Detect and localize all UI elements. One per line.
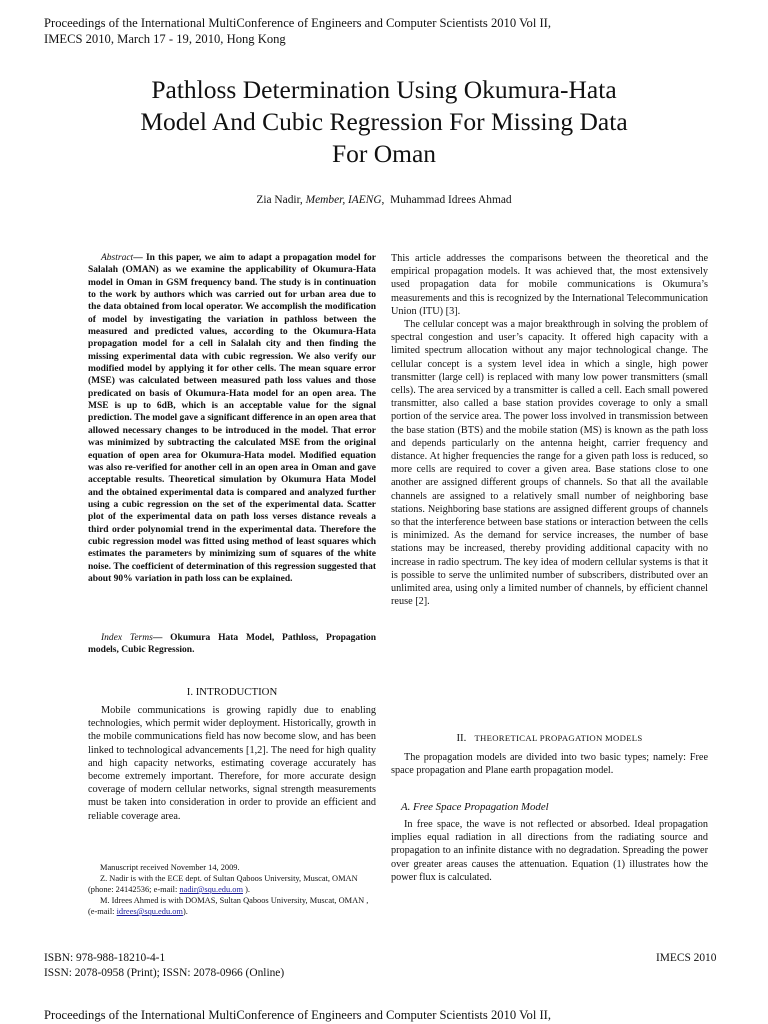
section2-number: II.: [456, 732, 467, 744]
author-separator: ,: [381, 194, 385, 206]
section2-heading: [391, 731, 708, 745]
footer-conference: IMECS 2010: [656, 952, 717, 964]
next-page-header: Proceedings of the International MultiConference of Engineers and Computer Scientists 2010 Vol II,: [44, 1008, 552, 1022]
section1-body: [88, 704, 376, 823]
index-terms-block: [88, 632, 376, 657]
section2-paragraph1: The propagation models are divided into two basic types; namely: Free space propagation and Plane earth propagation model.: [391, 752, 708, 777]
footnote-author2-end: ).: [182, 907, 188, 916]
title-line2: Model And Cubic Regression For Missing Data: [140, 107, 628, 136]
footer-identifiers: [44, 951, 284, 980]
section2-heading-wrap: [391, 731, 708, 745]
title-line1: Pathloss Determination Using Okumura-Hata: [151, 75, 617, 104]
subsection-a-paragraph1: In free space, the wave is not reflected or absorbed. Ideal propagation implies equal radiation in all directions from the radiating source and propagation to an infinite distance with no degradation. Spreading the power over greater areas causes the attenuation. Equation (1) illustrates how the power flux is calculated.: [391, 819, 708, 883]
footnote-author1-email[interactable]: nadir@squ.edu.om: [179, 885, 243, 894]
footnotes: [88, 862, 378, 917]
abstract-lead: Abstract: [101, 253, 134, 263]
footnote-author2-text: M. Idrees Ahmed is with DOMAS, Sultan Qaboos University, Muscat, OMAN , (e-mail:: [88, 896, 369, 916]
author-line: [64, 193, 704, 207]
footnote-author2: [88, 895, 378, 917]
section1-heading-wrap: [88, 685, 376, 699]
author1-role: Member, IAENG: [305, 194, 382, 206]
footnote-author2-email[interactable]: idrees@squ.edu.om: [116, 907, 183, 916]
abstract-paragraph: [88, 252, 376, 585]
subsection-a-body: [391, 818, 708, 884]
title-line3: For Oman: [331, 139, 437, 168]
abstract-text: — In this paper, we aim to adapt a propagation model for Salalah (OMAN) as we examine the applicability of Okumura-Hata model in Oman in GSM frequency band. The study is in continuation to the work by authors which was carried out for urban area due to the data obtained from local operator. We accomplish the modification of model by investigating the variation in pathloss between the measured and predicted values, according to the Okumura-Hata propagation model for a cell in Salalah city and then finding the missing experimental data with cubic regression. We also verify our modified model by applying it for other cells. The mean square error (MSE) was calculated between measured path loss values and those predicated on basis of Okumura-Hata model for an open area. The MSE is up to 6dB, which is an acceptable value for the signal prediction. The model gave a significant difference in an open area that allowed necessary changes to be introduced in the model. That error was minimized by subtracting the calculated MSE from the original equation of open area for Okumura-Hata model. Modified equation was also re-verified for another cell in an open area in Oman and gave acceptable results. Theoretical simulation by Okumura Hata Model and the obtained experimental data is compared and analyzed further using a cubic regression on the set of the experimental data. Scatter plot of the experimental data on path loss verses distance reveals a third order polynomial trend in the experimental data. Therefore the cubic regression model was fitted using method of least squares which estimates the parameters by minimizing sum of squares of the white noise. The coefficient of determination of this regression suggested that about 90% variation in path loss can be explained.: [88, 253, 376, 584]
running-header-line1: Proceedings of the International MultiConference of Engineers and Computer Scientists 2010 Vol II,: [44, 16, 552, 30]
author1-name: Zia Nadir,: [256, 194, 303, 206]
running-header-line2: IMECS 2010, March 17 - 19, 2010, Hong Kong: [44, 32, 286, 46]
right-paragraph2: The cellular concept was a major breakthrough in solving the problem of spectral congestion and user’s capacity. It offered high capacity with a limited spectrum allocation without any major technological change. The cellular concept is a system level idea in which a single, high power transmitter (large cell) is replaced with many low power transmitters (small cells). The area serviced by a transmitter is called a cell. Each small powered transmitter, also called a base station provides coverage to only a small portion of the service area. The power loss involved in transmission between the base station (BTS) and the mobile station (MS) is known as the path loss and depends particularly on the antenna height, carrier frequency and distance. At higher frequencies the range for a given path loss is reduced, so more cells are required to cover a given area. Base stations close to one another are assigned different groups of channels. So that all the available channels are assigned to a relatively small number of neighboring base stations. Neighboring base stations are assigned different groups of channels so that the interference between base stations or interaction between the cells is minimized. As the demand for service increases, the number of base stations may be increased, thereby providing additional capacity with no increase in radio spectrum. The key idea of modern cellular systems is that it is possible to serve the unlimited number of subscribers, distributed over an unlimited area, using only a limited number of channels, by efficient channel reuse [2].: [391, 319, 708, 608]
section1-paragraph1: Mobile communications is growing rapidly due to enabling technologies, which permit wider deployment. Historically, growth in the mobile communications field has now become slow, and has been linked to technological advancements [1,2]. The need for high quality and high capacity networks, estimating coverage accurately has become extremely important. Therefore, for more accurate design coverage of modern cellular networks, signal strength measurements must be taken into consideration in order to provide an efficient and reliable coverage area.: [88, 705, 376, 822]
right-column-body: [391, 252, 708, 608]
author2-name: Muhammad Idrees Ahmad: [390, 194, 512, 206]
subsection-a-heading: A. Free Space Propagation Model: [401, 801, 549, 813]
section2-body: [391, 751, 708, 777]
abstract-block: [88, 252, 376, 585]
paper-title: [64, 74, 704, 170]
index-terms-paragraph: [88, 632, 376, 657]
index-terms-text: — Okumura Hata Model, Pathloss, Propagation models, Cubic Regression.: [88, 633, 376, 656]
footnote-author1-end: ).: [242, 885, 250, 894]
footnote-author1: [88, 873, 378, 895]
index-terms-lead: Index Terms: [101, 633, 153, 643]
footnote-author1-text: Z. Nadir is with the ECE dept. of Sultan Qaboos University, Muscat, OMAN (phone: 24142536; e-mail:: [88, 874, 358, 894]
section1-heading: I. INTRODUCTION: [186, 686, 278, 698]
footnote-received: Manuscript received November 14, 2009.: [100, 863, 240, 872]
footer-isbn: ISBN: 978-988-18210-4-1: [44, 952, 166, 964]
footer-issn: ISSN: 2078-0958 (Print); ISSN: 2078-0966 (Online): [44, 966, 285, 979]
right-paragraph1: This article addresses the comparisons between the theoretical and the empirical propagation models. It was achieved that, the most extensively used propagation data for mobile communications is Okumura’s measurements and this is recognized by the International Telecommunication Union (ITU) [3].: [391, 253, 708, 317]
section2-title: THEORETICAL PROPAGATION MODELS: [474, 733, 643, 743]
